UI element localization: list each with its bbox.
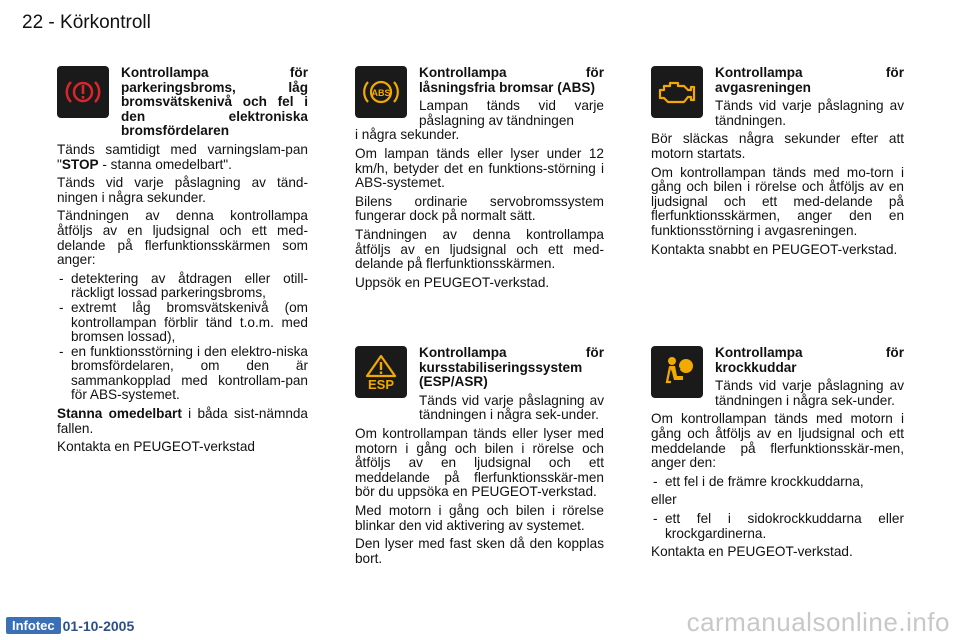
brake-warning-icon — [57, 66, 109, 118]
airbag-warning-icon — [651, 346, 703, 398]
column-airbag — [651, 346, 904, 564]
airbag-section — [651, 346, 904, 408]
list-item: - ett fel i sidokrockkuddarna eller krockgardinerna. — [651, 512, 904, 541]
brake-title: Kontrollampa för parkeringsbroms, låg bromsvätskenivå och fel i den elektroniska bromsfördelaren — [121, 65, 308, 139]
esp-section — [355, 346, 604, 423]
brake-p1: Tänds samtidigt med varningslam-pan "STOP - stanna omedelbart". — [57, 141, 308, 172]
list-item: - ett fel i de främre krockkuddarna, — [651, 475, 904, 490]
brake-p4: Stanna omedelbart i båda sist-nämnda fallen. — [57, 406, 308, 436]
footer — [6, 617, 134, 634]
engine-warning-icon — [651, 66, 703, 118]
esp-p4: Den lyser med fast sken då den kopplas bort. — [355, 536, 604, 566]
abs-p3: Bilens ordinarie servobromssystem fungerar dock på normalt sätt. — [355, 193, 604, 224]
column-brake — [57, 66, 308, 455]
abs-p4: Tändningen av denna kontrollampa åtföljs av en ljudsignal och ett med-delande på flerfunktionsskärmen. — [355, 226, 604, 272]
engine-p1: Tänds vid varje påslagning av tändningen. — [715, 98, 904, 128]
column-abs-esp — [355, 66, 604, 294]
page-title: 22 - Körkontroll — [22, 12, 151, 33]
abs-p2: Om lampan tänds eller lyser under 12 km/h, betyder det en funktions-störning i ABS-systemet. — [355, 145, 604, 191]
list-item: - en funktionsstörning i den elektro-niska bromsfördelaren, om den är sammankopplad med kontrollam-pan för ABS-systemet. — [57, 345, 308, 403]
brake-section — [57, 66, 308, 139]
infotec-logo: Infotec — [6, 617, 61, 634]
abs-title: Kontrollampa för låsningsfria bromsar (ABS) — [419, 65, 604, 95]
esp-p1: Tänds vid varje påslagning av tändningen i några sek-under. — [419, 392, 604, 423]
abs-p1b: i några sekunder. — [355, 127, 460, 143]
airbag-list-2 — [651, 512, 904, 541]
brake-p3: Tändningen av denna kontrollampa åtföljs av en ljudsignal och ett med-delande på flerfunktionsskärmen som anger: — [57, 208, 308, 268]
airbag-or: eller — [651, 492, 677, 508]
svg-text:ABS: ABS — [371, 88, 391, 98]
engine-p2: Bör släckas några sekunder efter att motorn startats. — [651, 131, 904, 161]
abs-section — [355, 66, 604, 128]
esp-p3: Med motorn i gång och bilen i rörelse blinkar den vid aktivering av systemet. — [355, 502, 604, 533]
airbag-title: Kontrollampa för krockkuddar — [715, 345, 904, 375]
brake-p5: Kontakta en PEUGEOT-verkstad — [57, 439, 255, 455]
engine-title: Kontrollampa för avgasreningen — [715, 65, 904, 95]
abs-p5: Uppsök en PEUGEOT-verkstad. — [355, 274, 550, 290]
airbag-p1: Tänds vid varje påslagning av tändningen i några sek-under. — [715, 378, 904, 408]
esp-warning-icon: ESP — [355, 346, 407, 398]
column-engine — [651, 66, 904, 261]
engine-section — [651, 66, 904, 128]
esp-title: Kontrollampa för kursstabiliseringssystem (ESP/ASR) — [419, 345, 604, 390]
abs-p1a: Lampan tänds vid varje påslagning av tändningen — [419, 98, 604, 128]
list-item: - extremt låg bromsvätskenivå (om kontrollampan förblir tänd t.o.m. med bromsen lossad), — [57, 301, 308, 345]
abs-warning-icon — [355, 66, 407, 118]
brake-p2: Tänds vid varje påslagning av tänd-ningen i några sekunder. — [57, 175, 308, 205]
list-item: - detektering av åtdragen eller otill-räckligt lossad parkeringsbroms, — [57, 272, 308, 301]
engine-p4: Kontakta snabbt en PEUGEOT-verkstad. — [651, 241, 898, 257]
engine-p3: Om kontrollampan tänds med mo-torn i gång och bilen i rörelse och åtföljs av en ljudsignal och ett med-delande på flerfunktionsskärmen, anger den en funktionsstörning i avgasreningen. — [651, 164, 904, 238]
airbag-p2: Om kontrollampan tänds med motorn i gång och åtföljs av en ljudsignal och ett meddelande på flerfunktionsskär-men, anger den: — [651, 411, 904, 471]
airbag-list-1 — [651, 475, 904, 490]
footer-date: 01-10-2005 — [62, 617, 135, 634]
esp-p2: Om kontrollampan tänds eller lyser med motorn i gång och bilen i rörelse och åtföljs av en ljudsignal och ett meddelande på flerfunktionsskär-men bör du uppsöka en PEUGEOT-verkstad. — [355, 425, 604, 500]
column-esp — [355, 346, 604, 570]
brake-list — [57, 272, 308, 403]
watermark: carmanualsonline.info — [686, 607, 950, 637]
airbag-p3: Kontakta en PEUGEOT-verkstad. — [651, 544, 853, 560]
